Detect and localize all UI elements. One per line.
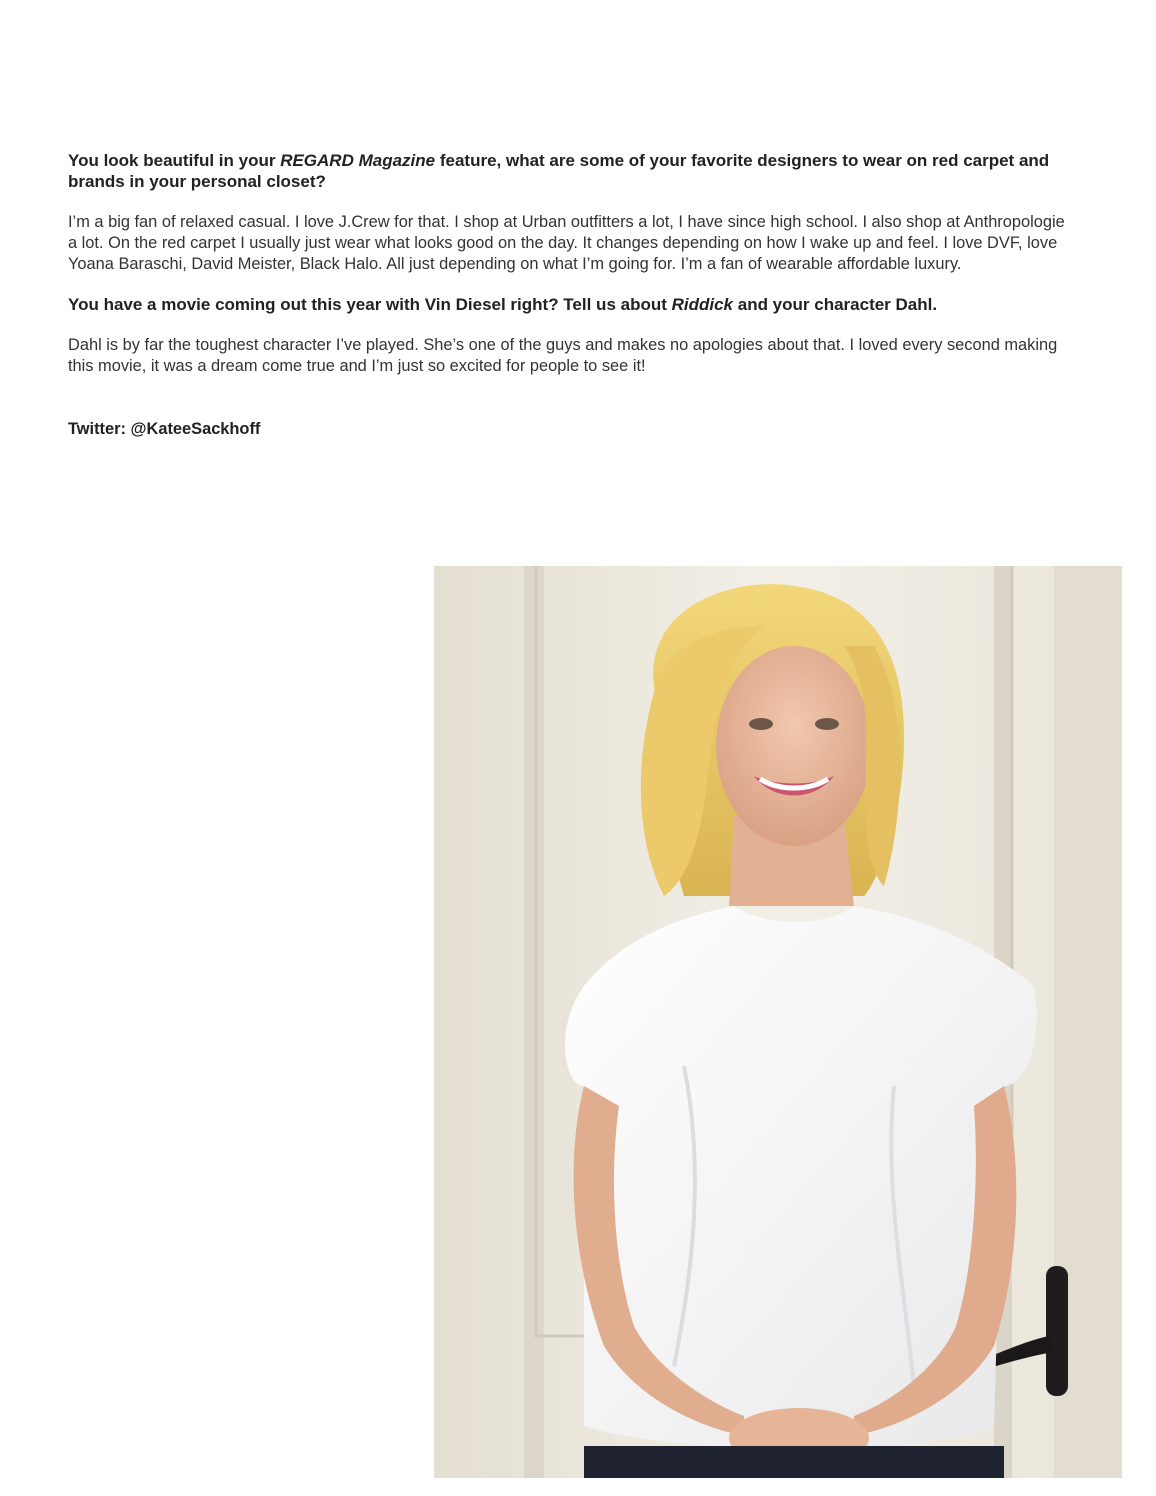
article-body xyxy=(68,150,1068,440)
twitter-handle: Twitter: @KateeSackhoff xyxy=(68,420,261,438)
question-1-text: You look beautiful in your xyxy=(68,151,281,170)
portrait-photo xyxy=(434,566,1122,1478)
question-2-text: You have a movie coming out this year with Vin Diesel right? Tell us about xyxy=(68,295,672,314)
answer-2: Dahl is by far the toughest character I’ve played. She’s one of the guys and makes no apologies about that. I loved every second making this movie, it was a dream come true and I’m just so excited for people to see it! xyxy=(68,336,1058,375)
answer-1: I’m a big fan of relaxed casual. I love J.Crew for that. I shop at Urban outfitters a lot, I have since high school. I also shop at Anthropologie a lot. On the red carpet I usually just wear what looks good on the day. It changes depending on how I wake up and feel. I love DVF, love Yoana Baraschi, David Meister, Black Halo. All just depending on what I’m going for. I’m a fan of wearable affordable luxury. xyxy=(68,213,1065,273)
question-1-text-end: feature, what are some of your favorite designers to wear on red carpet and brands in your personal closet? xyxy=(68,151,1050,191)
question-2-emphasis: Riddick xyxy=(671,295,734,314)
question-1-emphasis: REGARD Magazine xyxy=(280,151,436,170)
question-2-text-end: and your character Dahl. xyxy=(733,295,938,314)
question-1 xyxy=(68,150,1068,192)
question-2 xyxy=(68,294,1068,315)
